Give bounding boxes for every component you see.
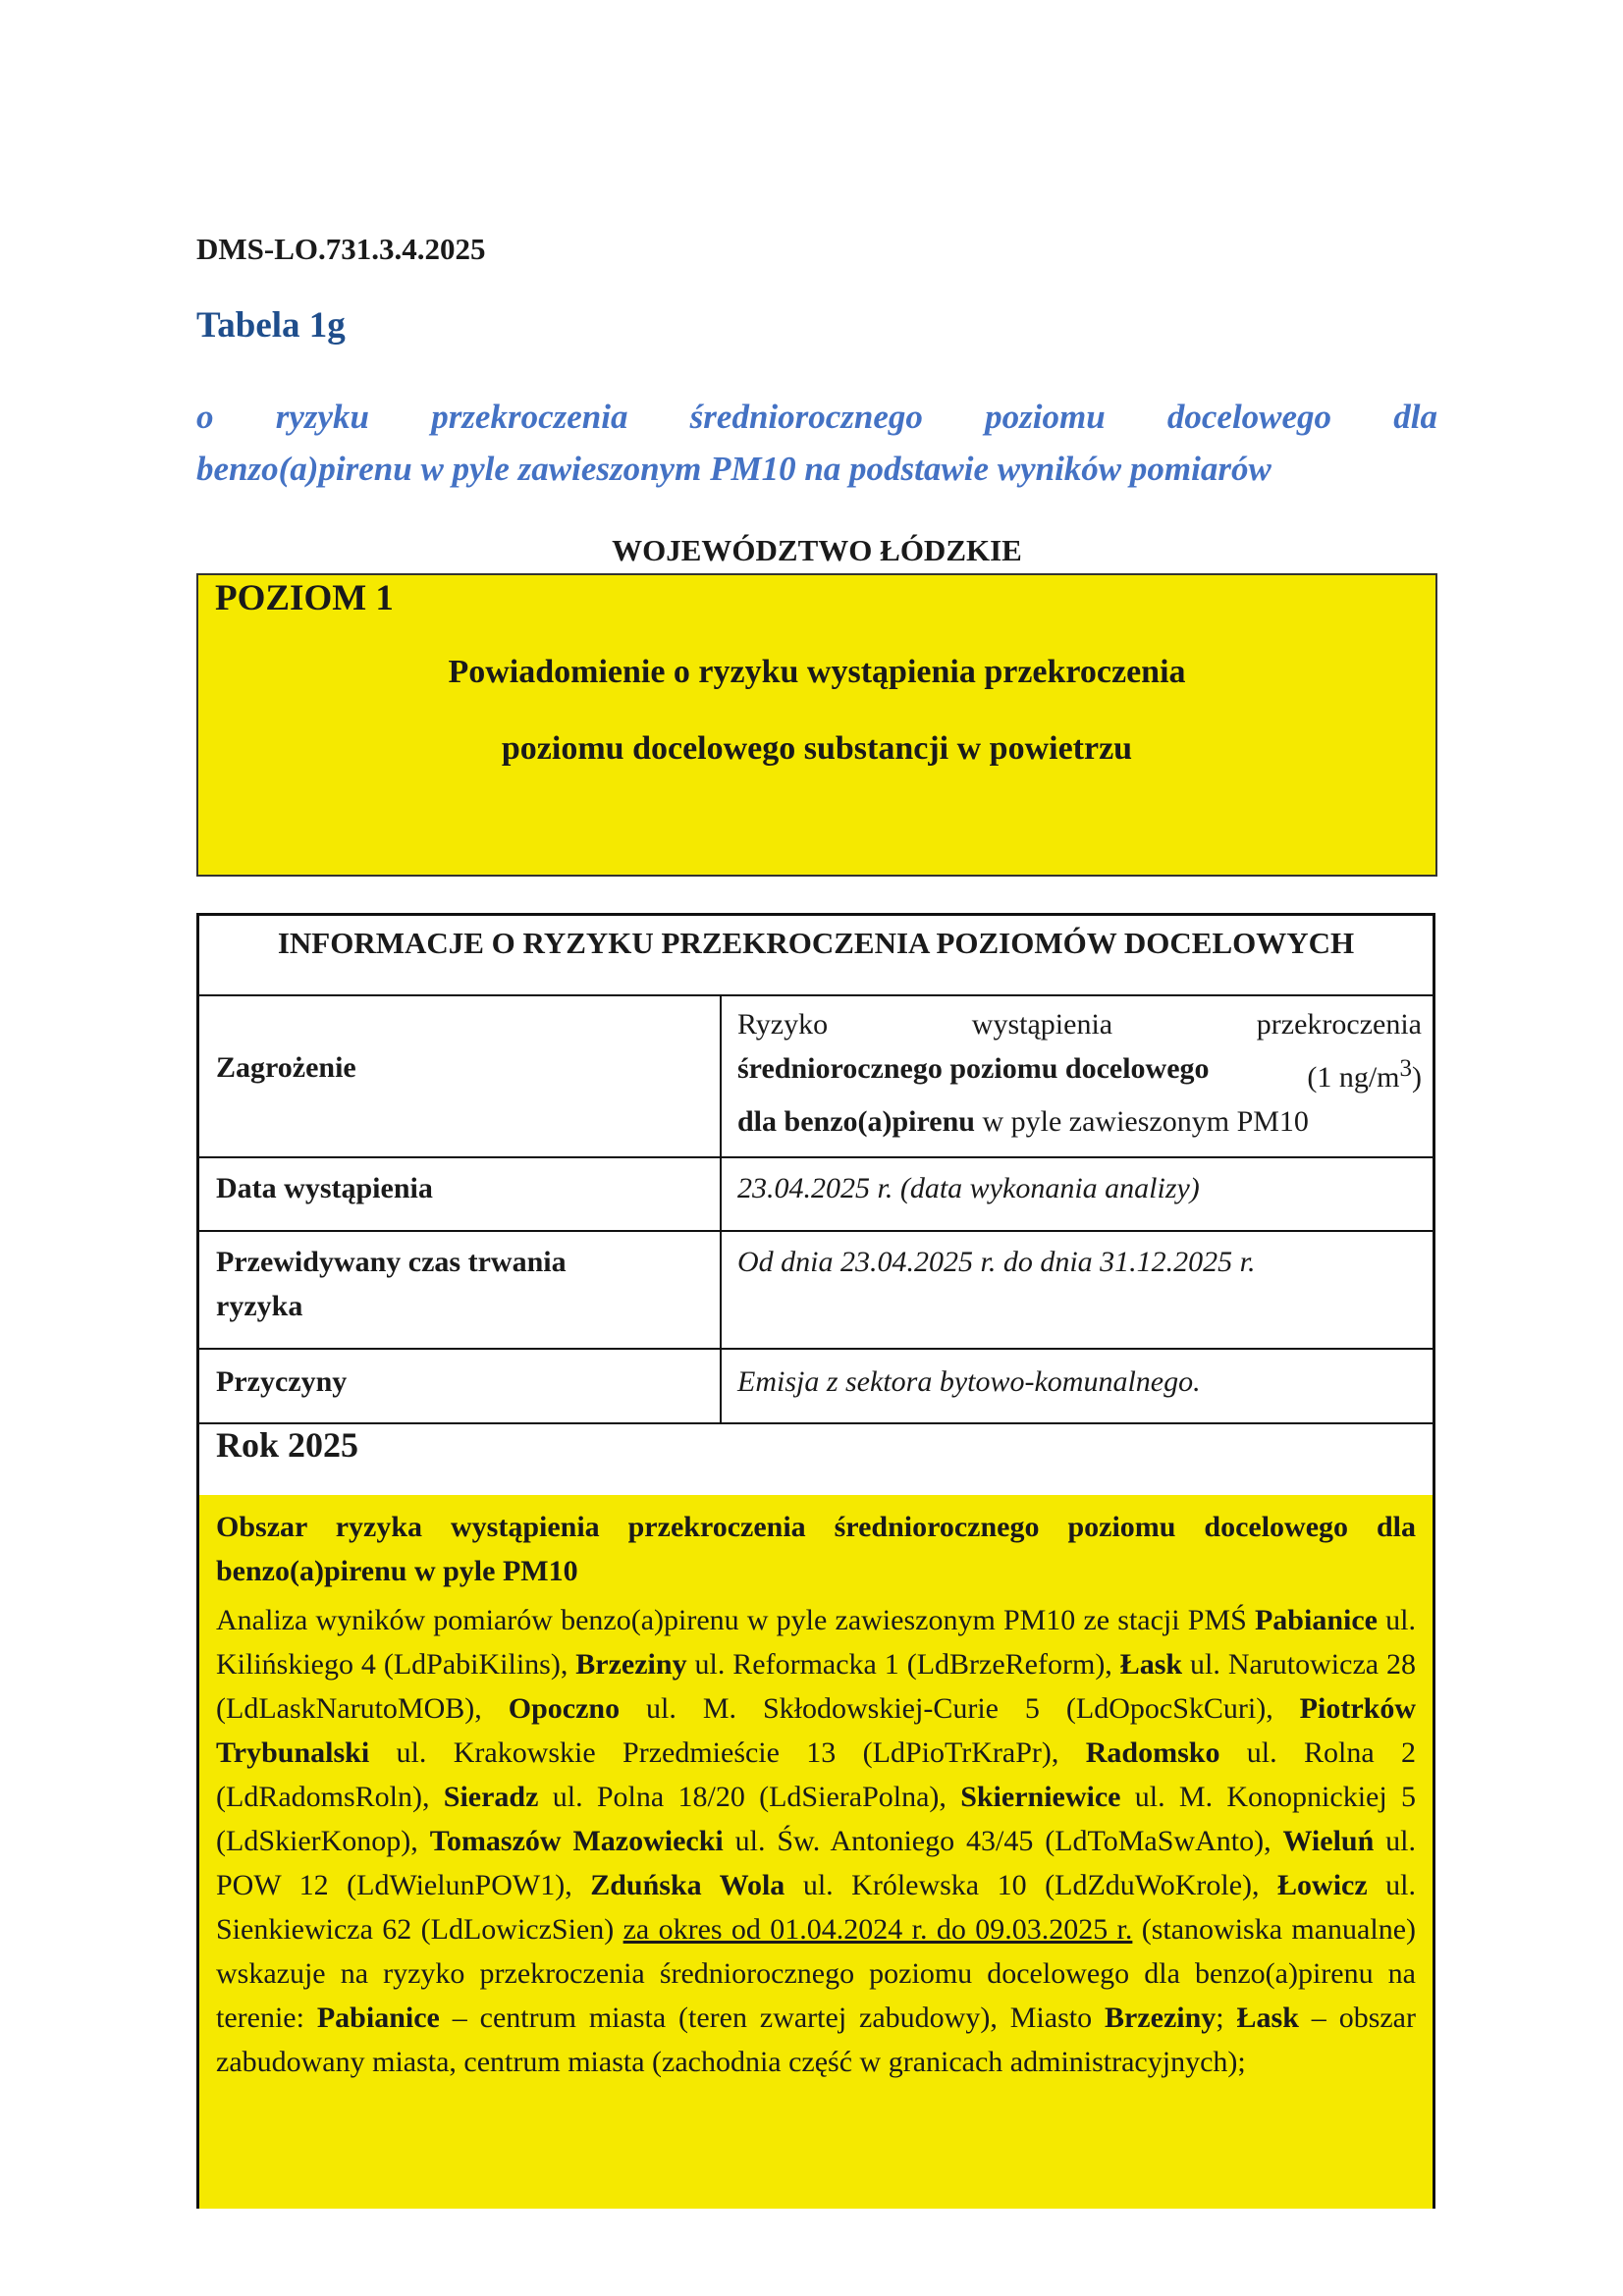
table-rule: [199, 1348, 1433, 1350]
risk-area-description: Analiza wyników pomiarów benzo(a)pirenu w pyle zawieszonym PM10 ze stacji PMŚ Pabianice ul. Kilińskiego 4 (LdPabiKilins), Brzeziny ul. Reformacka 1 (LdBrzeReform), Łask ul. Narutowicza 28 (LdLaskNarutoMOB), Opoczno ul. M. Skłodowskiej-Curie 5 (LdOpocSkCuri), Piotrków Trybunalski ul. Krakowskie Przedmieście 13 (LdPioTrKraPr), Radomsko ul. Rolna 2 (LdRadomsRoln), Sieradz ul. Polna 18/20 (LdSieraPolna), Skierniewice ul. M. Konopnickiej 5 (LdSkierKonop), Tomaszów Mazowiecki ul. Św. Antoniego 43/45 (LdToMaSwAnto), Wieluń ul. POW 12 (LdWielunPOW1), Zduńska Wola ul. Królewska 10 (LdZduWoKrole), Łowicz ul. Sienkiewicza 62 (LdLowiczSien) za okres od 01.04.2024 r. do 09.03.2025 r. (stanowiska manualne) wskazuje na ryzyko przekroczenia średniorocznego poziomu docelowego dla benzo(a)pirenu na terenie: Pabianice – centrum miasta (teren zwartej zabudowy), Miasto Brzeziny; Łask – obszar zabudowany miasta, centrum miasta (zachodnia część w granicach administracyjnych);: [216, 1604, 1417, 2078]
duration-label-line-1: Przewidywany czas trwania: [216, 1246, 567, 1278]
subtitle-word: o: [196, 398, 214, 436]
threat-emphasis: średniorocznego poziomu docelowego: [737, 1052, 1210, 1085]
subtitle-word: dla: [1393, 398, 1437, 436]
level-title: POZIOM 1: [215, 578, 394, 618]
risk-area-section: [199, 1495, 1433, 2209]
table-column-divider: [720, 994, 722, 1423]
threat-word: Ryzyko: [737, 1008, 829, 1041]
info-table-header: INFORMACJE O RYZYKU PRZEKROCZENIA POZIOMÓW DOCELOWYCH: [277, 926, 1355, 960]
row-label-causes: Przyczyny: [216, 1365, 348, 1398]
subtitle-word: poziomu: [985, 398, 1106, 436]
subtitle-word: docelowego: [1166, 398, 1332, 436]
duration-label-line-2: ryzyka: [216, 1290, 303, 1322]
table-label: Tabela 1g: [196, 305, 346, 346]
subtitle-word: średniorocznego: [689, 398, 923, 436]
row-label-threat: Zagrożenie: [216, 1051, 356, 1084]
threat-word: przekroczenia: [1256, 1008, 1422, 1041]
row-value-causes: Emisja z sektora bytowo-komunalnego.: [737, 1365, 1201, 1398]
unit-text: (1 ng/m: [1307, 1061, 1400, 1094]
subtitle-word: ryzyku: [275, 398, 369, 436]
row-label-duration: [216, 1240, 567, 1328]
risk-area-title: Obszar ryzyka wystąpienia przekroczenia średniorocznego poziomu docelowego dla benzo(a)pirenu w pyle PM10: [216, 1511, 1416, 1587]
threat-substance: dla benzo(a)pirenu: [737, 1105, 975, 1138]
threat-value-line-1: [737, 1002, 1422, 1046]
voivodeship-heading: WOJEWÓDZTWO ŁÓDZKIE: [612, 533, 1022, 567]
subtitle-line-2: benzo(a)pirenu w pyle zawieszonym PM10 na podstawie wyników pomiarów: [196, 450, 1271, 488]
subtitle-word: przekroczenia: [431, 398, 628, 436]
table-rule: [199, 1230, 1433, 1232]
threat-value-line-2: [737, 1046, 1422, 1099]
level-box: [196, 573, 1437, 877]
threat-value-line-3: [737, 1099, 1422, 1144]
table-rule: [199, 1156, 1433, 1158]
row-value-threat: [737, 1002, 1422, 1144]
unit-close: ): [1412, 1061, 1422, 1094]
year-heading: Rok 2025: [216, 1425, 359, 1465]
level-notice-line-2: poziomu docelowego substancji w powietrzu: [501, 730, 1133, 767]
document-number: DMS-LO.731.3.4.2025: [196, 232, 486, 266]
row-label-date: Data wystąpienia: [216, 1172, 433, 1204]
table-rule: [199, 994, 1433, 996]
unit-superscript: 3: [1399, 1055, 1412, 1082]
threat-unit: [1307, 1046, 1422, 1099]
threat-medium: w pyle zawieszonym PM10: [974, 1105, 1309, 1138]
document-subtitle: [196, 391, 1437, 495]
risk-info-table: [196, 913, 1435, 2209]
table-rule: [199, 1422, 1433, 1424]
level-notice-line-1: Powiadomienie o ryzyku wystąpienia przekroczenia: [448, 654, 1186, 690]
row-value-duration: Od dnia 23.04.2025 r. do dnia 31.12.2025 r.: [737, 1246, 1256, 1278]
row-value-date: 23.04.2025 r. (data wykonania analizy): [737, 1172, 1200, 1204]
threat-word: wystąpienia: [971, 1008, 1113, 1041]
subtitle-line-1: [196, 391, 1437, 443]
